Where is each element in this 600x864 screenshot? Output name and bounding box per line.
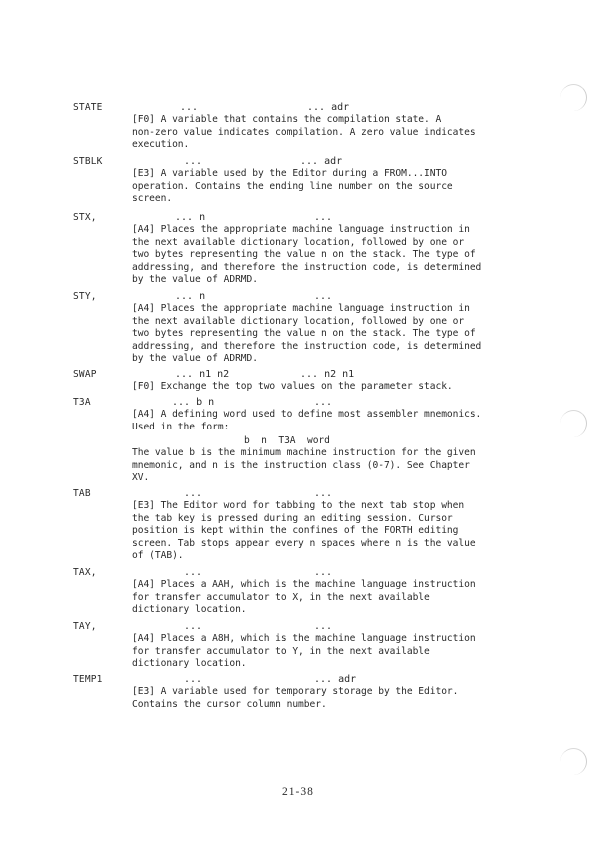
description-line: Contains the cursor column number.	[132, 698, 327, 710]
punch-hole-mark	[560, 84, 587, 111]
description-line: [A4] Places a AAH, which is the machine language instruction	[132, 579, 476, 590]
description-line: execution.	[132, 139, 190, 151]
description-line: the next available dictionary location, followed by one or	[132, 236, 465, 248]
entry-word: STX,	[73, 212, 97, 223]
stack-before: ...	[184, 674, 203, 685]
description-line: screen. Tab stops appear every n spaces where n is the value	[132, 537, 476, 549]
description-line: the tab key is pressed during an editing session. Cursor	[132, 512, 453, 524]
description-line: [E3] A variable used by the Editor during a FROM...INTO	[132, 168, 447, 179]
description-line: dictionary location.	[132, 604, 247, 616]
stack-before: ... b n	[172, 397, 215, 408]
entry-description	[132, 633, 504, 671]
entry-description	[132, 579, 504, 617]
entry-word: TAB	[73, 488, 91, 499]
description-line: [A4] Places a A8H, which is the machine language instruction	[132, 633, 476, 644]
entry-description	[132, 168, 504, 206]
description-line: XV.	[132, 472, 150, 484]
stack-after: ...	[314, 621, 333, 632]
description-line: [F0] Exchange the top two values on the parameter stack.	[132, 381, 453, 392]
entry-description	[132, 686, 504, 711]
stack-before: ...	[184, 567, 203, 578]
stack-before: ...	[184, 621, 203, 632]
stack-after: ...	[314, 488, 333, 499]
stack-after: ...	[314, 291, 333, 302]
description-line: addressing, and therefore the instruction code, is determined	[132, 340, 482, 352]
description-line: [A4] Places the appropriate machine language instruction in	[132, 224, 470, 235]
description-line: the next available dictionary location, followed by one or	[132, 315, 465, 327]
entry-description	[132, 224, 504, 287]
entry-description	[132, 381, 504, 394]
stack-before: ...	[180, 102, 199, 113]
entry-description	[132, 500, 504, 563]
stack-before: ... n	[175, 291, 206, 302]
description-line: position is kept within the confines of the FORTH editing	[132, 525, 459, 537]
description-line: [A4] A defining word used to define most assembler mnemonics.	[132, 409, 482, 420]
description-line: by the value of ADRMD.	[132, 274, 258, 286]
description-line: two bytes representing the value n on the stack. The type of	[132, 328, 476, 340]
description-line: two bytes representing the value n on the stack. The type of	[132, 249, 476, 261]
stack-before: ... n1 n2	[175, 369, 230, 380]
description-line: Used in the form:	[132, 421, 230, 429]
stack-after: ... n2 n1	[300, 369, 355, 380]
description-line: [A4] Places the appropriate machine language instruction in	[132, 303, 470, 314]
page-number: 21-38	[282, 786, 314, 798]
stack-after: ... adr	[314, 674, 357, 685]
description-line: for transfer accumulator to X, in the next available	[132, 591, 430, 603]
entry-word: STBLK	[73, 156, 103, 167]
entry-description	[132, 409, 504, 485]
stack-before: ... n	[175, 212, 206, 223]
description-line: dictionary location.	[132, 658, 247, 670]
usage-form-line: b n T3A word	[244, 434, 330, 446]
description-line: non-zero value indicates compilation. A zero value indicates	[132, 126, 476, 138]
description-line: for transfer accumulator to Y, in the next available	[132, 645, 430, 657]
description-line: [E3] A variable used for temporary storage by the Editor.	[132, 686, 459, 697]
stack-before: ...	[184, 488, 203, 499]
entry-description	[132, 114, 504, 152]
stack-after: ... adr	[307, 102, 350, 113]
stack-after: ...	[314, 212, 333, 223]
entry-description	[132, 303, 504, 366]
punch-hole-mark	[560, 410, 587, 437]
description-line: mnemonic, and n is the instruction class (0-7). See Chapter	[132, 459, 470, 471]
entry-word: SWAP	[73, 369, 97, 380]
entry-word: TAX,	[73, 567, 97, 578]
entry-word: STY,	[73, 291, 97, 302]
description-line: by the value of ADRMD.	[132, 353, 258, 365]
stack-after: ...	[314, 397, 333, 408]
description-line: [F0] A variable that contains the compilation state. A	[132, 114, 442, 125]
description-line: addressing, and therefore the instruction code, is determined	[132, 261, 482, 273]
stack-before: ...	[184, 156, 203, 167]
description-line: of (TAB).	[132, 550, 184, 562]
stack-after: ...	[314, 567, 333, 578]
entry-word: TEMP1	[73, 674, 103, 685]
description-line: screen.	[132, 193, 173, 205]
entry-word: T3A	[73, 397, 91, 408]
description-line: operation. Contains the ending line number on the source	[132, 180, 453, 192]
entry-word: TAY,	[73, 621, 97, 632]
stack-after: ... adr	[300, 156, 343, 167]
description-line: [E3] The Editor word for tabbing to the next tab stop when	[132, 500, 465, 511]
entry-word: STATE	[73, 102, 103, 113]
description-line: The value b is the minimum machine instruction for the given	[132, 447, 476, 459]
punch-hole-mark	[560, 748, 587, 775]
